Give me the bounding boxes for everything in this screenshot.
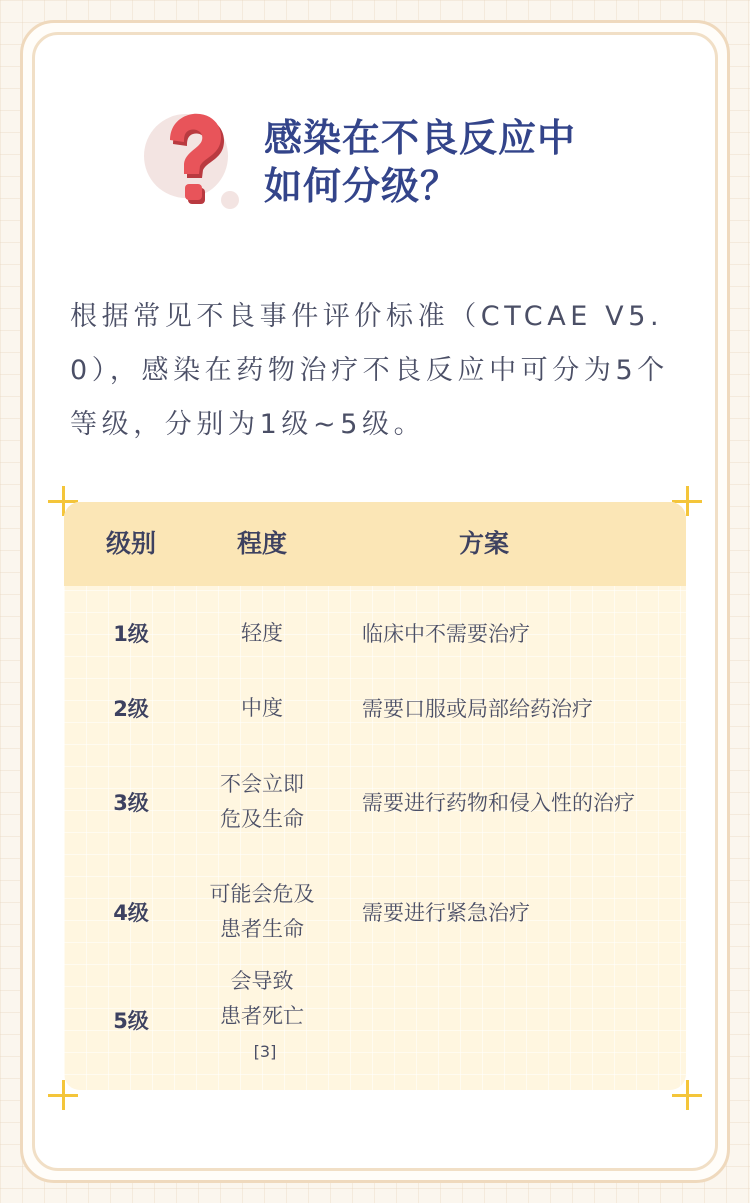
level-cell: 5级 — [113, 1009, 149, 1033]
header-level: 级别 — [105, 529, 156, 558]
degree-cell: 不会立即 危及生命 — [220, 772, 304, 831]
grade-table — [64, 502, 686, 1090]
title-line-2: 如何分级？ — [264, 164, 460, 208]
level-cell: 2级 — [113, 697, 149, 721]
degree-cell: 会导致 患者死亡 [3] — [220, 969, 304, 1061]
table-row — [64, 762, 686, 842]
header-degree: 程度 — [236, 529, 287, 558]
plan-cell: 需要口服或局部给药治疗 — [362, 697, 593, 721]
plan-cell: 需要进行紧急治疗 — [362, 901, 530, 925]
reference-mark: [3] — [253, 1042, 277, 1061]
plan-cell: 需要进行药物和侵入性的治疗 — [362, 791, 635, 815]
degree-cell: 可能会危及 患者生命 — [209, 882, 315, 941]
table-row — [64, 598, 686, 668]
title-line-1: 感染在不良反应中 — [264, 116, 577, 160]
degree-cell: 中度 — [241, 695, 283, 720]
header-plan: 方案 — [458, 529, 509, 558]
table-row — [64, 872, 686, 952]
intro-paragraph: 根据常见不良事件评价标准（CTCAE V5.0），感染在药物治疗不良反应中可分为5个等级，分别为1级~5级。 — [70, 301, 669, 440]
question-mark-icon — [144, 104, 244, 214]
level-cell: 4级 — [113, 901, 149, 925]
table-row — [64, 672, 686, 744]
level-cell: 1级 — [113, 622, 149, 646]
level-cell: 3级 — [113, 791, 149, 815]
degree-cell: 轻度 — [241, 620, 283, 645]
plan-cell: 临床中不需要治疗 — [362, 622, 530, 646]
plan-cell — [362, 980, 682, 1060]
page-title — [264, 114, 576, 210]
table-header — [64, 502, 686, 586]
table-row — [64, 969, 686, 1061]
